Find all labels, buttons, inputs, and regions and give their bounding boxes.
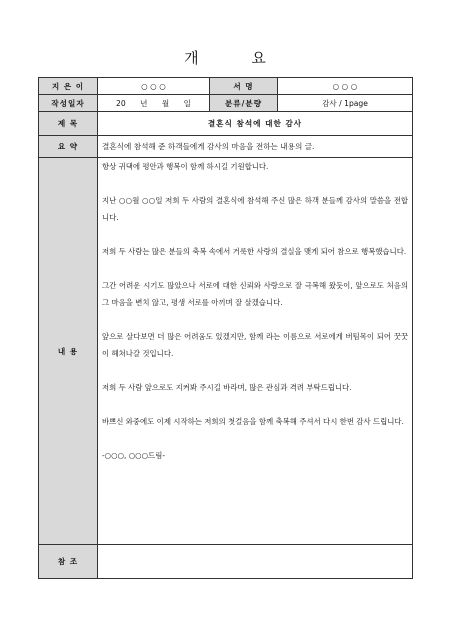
content-paragraph: 저희 두 사람 앞으로도 지켜봐 주시길 바라며, 많은 관심과 격려 부탁드립니다.: [102, 383, 352, 392]
content-paragraph: 항상 귀댁에 평안과 행복이 함께 하시길 기원합니다.: [102, 162, 269, 171]
reference-value: [98, 545, 413, 579]
content-body: [98, 158, 413, 545]
reference-label: 참 조: [39, 545, 98, 579]
summary-row: [39, 136, 413, 158]
summary-form-table: [38, 77, 413, 579]
summary-value: 결혼식에 참석해 준 하객들에게 감사의 마음을 전하는 내용의 글.: [98, 136, 413, 158]
author-label: 지 은 이: [39, 78, 98, 95]
signature-label: 서 명: [210, 78, 278, 95]
document-title: 개 요: [184, 49, 290, 67]
category-value: 감사 / 1page: [278, 95, 413, 112]
content-row: [39, 158, 413, 545]
date-label: 작성일자: [39, 95, 98, 112]
content-paragraph: 그간 어려운 시기도 많았으나 서로에 대한 신뢰와 사랑으로 잘 극복해 왔듯이, 앞으로도 처음의 그 마음을 변치 않고, 평생 서로를 아끼며 잘 살겠습니다.: [102, 281, 408, 307]
content-paragraph: 지난 ○○월 ○○일 저희 두 사람의 결혼식에 참석해 주신 많은 하객 분들께 감사의 말씀을 전합니다.: [102, 196, 408, 222]
author-row: [39, 78, 413, 95]
signature-value: ○ ○ ○: [278, 78, 413, 95]
subject-label: 제 목: [39, 112, 98, 136]
author-value: ○ ○ ○: [98, 78, 210, 95]
content-paragraph: 저희 두 사람는 많은 분들의 축복 속에서 거룩한 사랑의 결실을 맺게 되어 참으로 행복했습니다.: [102, 247, 407, 256]
date-value: 20 년 월 일: [98, 95, 210, 112]
content-paragraph: 앞으로 살다보면 더 많은 어려움도 있겠지만, 함께 라는 이름으로 서로에게 버팀목이 되어 꿋꿋이 헤쳐나갈 것입니다.: [102, 332, 408, 358]
content-label: 내 용: [39, 158, 98, 545]
subject-value: 결혼식 참석에 대한 감사: [98, 112, 413, 136]
date-row: [39, 95, 413, 112]
content-signoff: -○○○, ○○○드림-: [102, 451, 166, 460]
subject-row: [39, 112, 413, 136]
summary-label: 요 약: [39, 136, 98, 158]
reference-row: [39, 545, 413, 579]
category-label: 분류/분량: [210, 95, 278, 112]
content-paragraph: 바쁘신 와중에도 이제 시작하는 저희의 첫걸음을 함께 축복해 주셔서 다시 한번 감사 드립니다.: [102, 417, 404, 426]
